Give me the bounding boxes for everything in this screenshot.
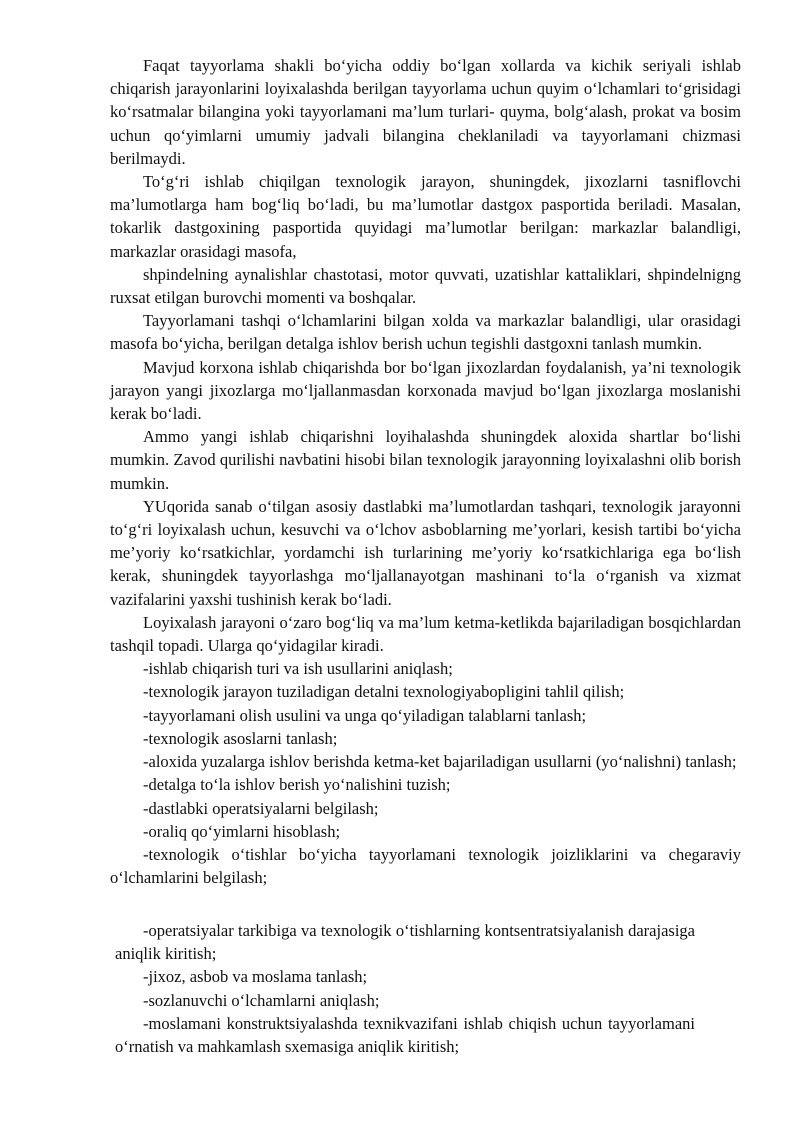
paragraph: shpindelning aynalishlar chastotasi, motor quvvati, uzatishlar kattaliklari, shpindelnigng ruxsat etilgan burovchi momenti va boshqalar. <box>110 264 741 308</box>
list-item: -texnologik asoslarni tanlash; <box>143 728 338 748</box>
list-item: -texnologik jarayon tuziladigan detalni texnologiyabopligini tahlil qilish; <box>143 682 625 702</box>
paragraph: To‘g‘ri ishlab chiqilgan texnologik jarayon, shuningdek, jixozlarni tasniflovchi ma’lumotlarga ham bog‘liq bo‘ladi, bu ma’lumotlar dastgox pasportida beriladi. Masalan, tokarlik dastgoxining pasportida quyidagi ma’lumotlar berilgan: markazlar balandligi, markazlar orasidagi masofa, <box>110 172 741 261</box>
paragraph: YUqorida sanab o‘tilgan asosiy dastlabki ma’lumotlardan tashqari, texnologik jarayonni to‘g‘ri loyixalash uchun, kesuvchi va o‘lchov asboblarning me’yorlari, kesish tartibi bo‘yicha me’yoriy ko‘rsatkichlar, yordamchi ish turlarining me’yoriy ko‘rsatkichlariga ega bo‘lish kerak, shuningdek tayyorlashga mo‘ljallanayotgan mashinani to‘la o‘rganish va xizmat vazifalarini yaxshi tushinish kerak bo‘ladi. <box>110 496 741 609</box>
paragraph: Loyixalash jarayoni o‘zaro bog‘liq va ma’lum ketma-ketlikda bajariladigan bosqichlardan tashqil topadi. Ularga qo‘yidagilar kiradi. <box>110 612 741 656</box>
paragraph: Tayyorlamani tashqi o‘lchamlarini bilgan xolda va markazlar balandligi, ular orasidagi masofa bo‘yicha, berilgan detalga ishlov berish uchun tegishli dastgoxni tanlash mumkin. <box>110 311 741 354</box>
paragraph: Ammo yangi ishlab chiqarishni loyihalashda shuningdek aloxida shartlar bo‘lishi mumkin. Zavod qurilishi navbatini hisobi bilan texnologik jarayonning loyixalashni olib borish mumkin. <box>110 427 741 493</box>
document-body <box>110 54 741 889</box>
list-item: -moslamani konstruktsiyalashda texnikvazifani ishlab chiqish uchun tayyorlamani o‘rnatish va mahkamlash sxemasiga aniqlik kiritish; <box>115 1013 695 1057</box>
list-item: -sozlanuvchi o‘lchamlarni aniqlash; <box>143 990 380 1010</box>
list-item: -detalga to‘la ishlov berish yo‘nalishini tuzish; <box>143 775 451 795</box>
list-item: -tayyorlamani olish usulini va unga qo‘yiladigan talablarni tanlash; <box>143 705 587 725</box>
list-item: -texnologik o‘tishlar bo‘yicha tayyorlamani texnologik joizliklarini va chegaraviy o‘lchamlarini belgilash; <box>110 844 741 888</box>
list-item: -jixoz, asbob va moslama tanlash; <box>143 967 368 987</box>
list-item: -dastlabki operatsiyalarni belgilash; <box>143 798 379 818</box>
paragraph: Faqat tayyorlama shakli bo‘yicha oddiy bo‘lgan xollarda va kichik seriyali ishlab chiqarish jarayonlarini loyixalashda berilgan tayyorlama uchun quyim o‘lchamlari to‘grisidagi ko‘rsatmalar bilangina yoki tayyorlamani ma’lum turlari- quyma, bolg‘alash, prokat va bosim uchun qo‘yimlarni umumiy jadvali bilangina cheklaniladi va tayyorlamani chizmasi berilmaydi. <box>110 56 741 168</box>
document-body-continued <box>115 919 695 1058</box>
list-item: -aloxida yuzalarga ishlov berishda ketma-ket bajariladigan usullarni (yo‘nalishni) tanlash; <box>143 752 737 772</box>
paragraph: Mavjud korxona ishlab chiqarishda bor bo‘lgan jixozlardan foydalanish, ya’ni texnologik jarayon yangi jixozlarga mo‘ljallanmasdan korxonada mavjud bo‘lgan jixozlarga moslanishi kerak bo‘ladi. <box>110 357 741 424</box>
list-item: -oraliq qo‘yimlarni hisoblash; <box>143 821 341 841</box>
list-item: -operatsiyalar tarkibiga va texnologik o‘tishlarning kontsentratsiyalanish darajasiga aniqlik kiritish; <box>115 921 695 964</box>
list-item: -ishlab chiqarish turi va ish usullarini aniqlash; <box>143 659 453 679</box>
